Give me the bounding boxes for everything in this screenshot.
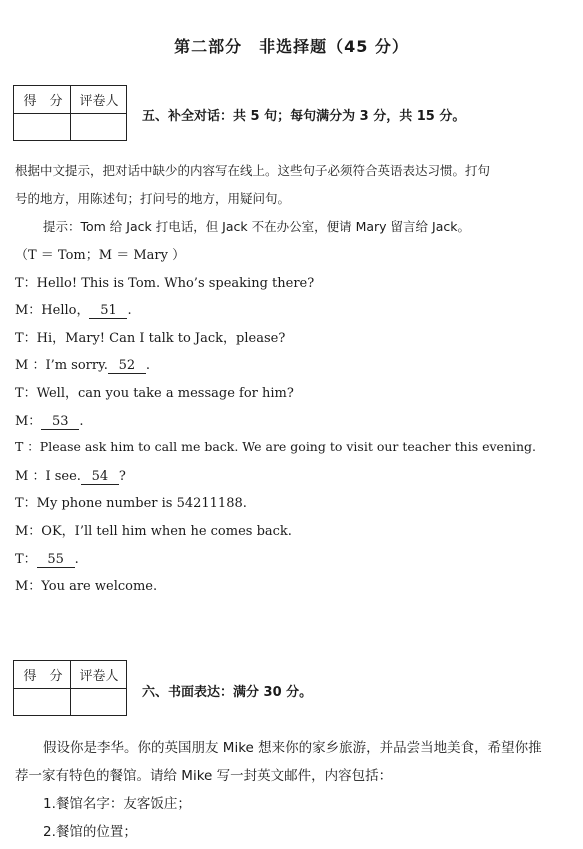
score-box-section6 xyxy=(13,660,127,716)
score-label: 得 分 xyxy=(23,669,63,684)
answer-blank-54[interactable]: 54 xyxy=(81,469,119,485)
page-title: 第二部分 非选择题（45 分） xyxy=(174,37,409,56)
dialogue-line xyxy=(15,437,536,455)
dialogue-punct: . xyxy=(127,303,132,318)
answer-blank-52[interactable]: 52 xyxy=(108,358,146,374)
score-label: 得 分 xyxy=(23,94,63,109)
dialogue-text: M ：I see. xyxy=(15,469,81,484)
dialogue-punct: . xyxy=(79,414,84,429)
dialogue-line xyxy=(15,410,83,430)
answer-blank-53[interactable]: 53 xyxy=(41,414,79,430)
score-box-divider xyxy=(14,113,126,114)
dialogue-text: T：Hello! This is Tom. Who’s speaking there? xyxy=(15,276,315,291)
dialogue-line xyxy=(15,354,150,374)
speaker-legend: （T ＝ Tom；M ＝ Mary ） xyxy=(15,248,186,263)
section5-heading: 五、补全对话：共 5 句；每句满分为 3 分，共 15 分。 xyxy=(142,109,466,124)
dialogue-text: M： xyxy=(15,414,42,429)
dialogue-line xyxy=(15,272,314,291)
section6-heading: 六、书面表达：满分 30 分。 xyxy=(142,685,313,700)
dialogue-text: T：Hi，Mary! Can I talk to Jack，please? xyxy=(15,331,286,346)
writing-prompt-line: 假设你是李华。你的英国朋友 Mike 想来你的家乡旅游，并品尝当地美食，希望你推 xyxy=(43,740,542,756)
dialogue-punct: . xyxy=(74,552,79,567)
instruction-line: 号的地方，用陈述句；打问号的地方，用疑问句。 xyxy=(15,191,291,206)
requirement-item: 2.餐馆的位置； xyxy=(43,824,137,840)
dialogue-line xyxy=(15,492,247,511)
dialogue-text: M：OK，I’ll tell him when he comes back. xyxy=(15,524,292,539)
score-box-divider xyxy=(14,688,126,689)
dialogue-text: T ：Please ask him to call me back. We are going to visit our teacher this evening. xyxy=(15,439,537,454)
dialogue-punct: . xyxy=(145,358,150,373)
requirement-item: 1.餐馆名字：友客饭庄； xyxy=(43,796,191,812)
dialogue-text: T：Well，can you take a message for him? xyxy=(15,386,294,401)
dialogue-line xyxy=(15,465,126,485)
dialogue-text: M：You are welcome. xyxy=(15,579,158,594)
instruction-line: 根据中文提示，把对话中缺少的内容写在线上。这些句子必须符合英语表达习惯。打句 xyxy=(15,163,491,178)
dialogue-line xyxy=(15,520,292,539)
dialogue-text: T：My phone number is 54211188. xyxy=(15,496,247,511)
dialogue-line xyxy=(15,382,294,401)
dialogue-text: M：Hello， xyxy=(15,303,90,318)
dialogue-hint: 提示：Tom 给 Jack 打电话，但 Jack 不在办公室，便请 Mary 留言给 Jack。 xyxy=(43,219,470,234)
dialogue-line xyxy=(15,575,157,594)
answer-blank-55[interactable]: 55 xyxy=(37,552,75,568)
dialogue-line xyxy=(15,327,285,346)
writing-prompt-line: 荐一家有特色的餐馆。请给 Mike 写一封英文邮件，内容包括： xyxy=(15,768,393,784)
dialogue-text: M ：I’m sorry. xyxy=(15,358,108,373)
dialogue-text: T： xyxy=(15,552,37,567)
dialogue-punct: ? xyxy=(118,469,126,484)
answer-blank-51[interactable]: 51 xyxy=(89,303,127,319)
score-box-section5 xyxy=(13,85,127,141)
dialogue-line xyxy=(15,548,79,568)
dialogue-line xyxy=(15,299,132,319)
grader-label: 评卷人 xyxy=(79,94,119,109)
grader-label: 评卷人 xyxy=(79,669,119,684)
